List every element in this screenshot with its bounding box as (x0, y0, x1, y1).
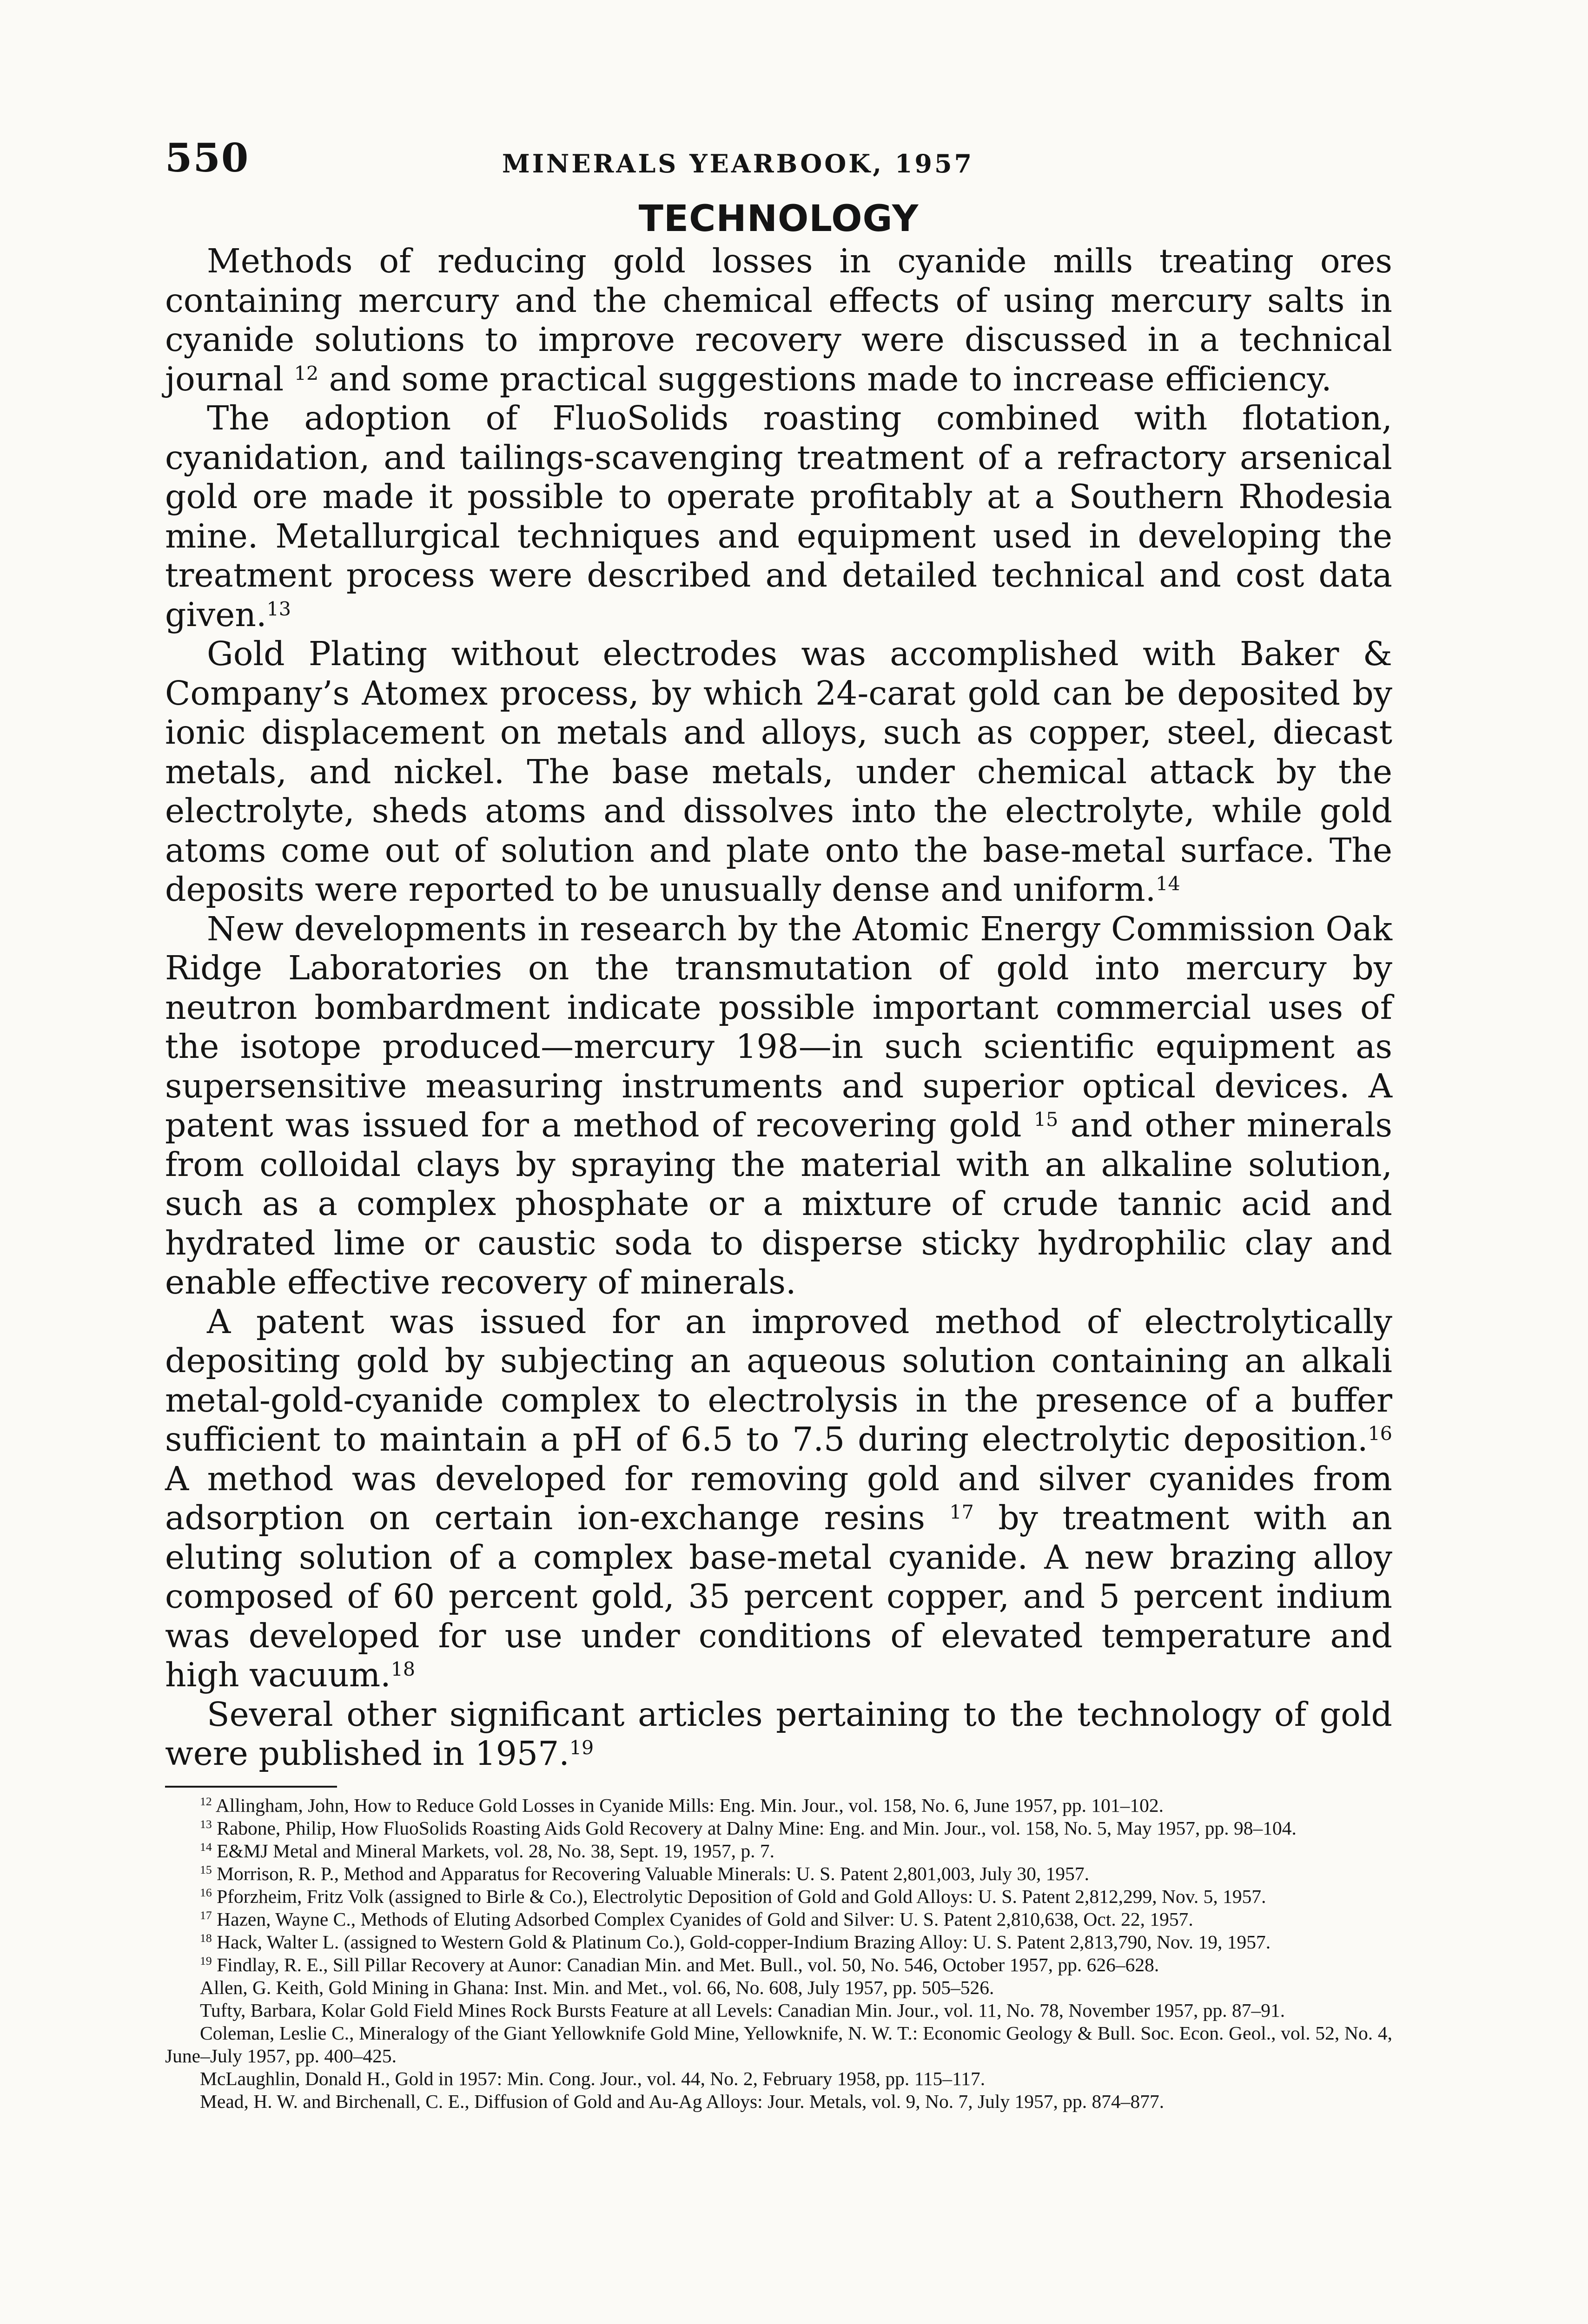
footnote-ref: 14 (1156, 872, 1180, 895)
running-title: MINERALS YEARBOOK, 1957 (502, 149, 974, 178)
footnote-number: 18 (200, 1931, 212, 1945)
footnote: Tufty, Barbara, Kolar Gold Field Mines Rock Bursts Feature at all Levels: Canadian Min. Jour., vol. 11, No. 78, November 1957, pp. 87–91. (200, 1999, 1285, 2021)
footnote-ref: 17 (949, 1501, 974, 1524)
footnote: Mead, H. W. and Birchenall, C. E., Diffusion of Gold and Au-Ag Alloys: Jour. Metals, vol. 9, No. 7, July 1957, pp. 874–877. (200, 2090, 1165, 2112)
footnote: $^{12}$ Allingham, John, How to Reduce Gold Losses in Cyanide Mills: Eng. Min. Jour., vol. 158, No. 6, June 1957, pp. 101–102. (200, 1794, 1164, 1816)
footnote-number: 16 (200, 1885, 212, 1899)
paragraph: The adoption of FluoSolids roasting combined with flotation, cyanidation, and tailings-scavenging treatment of a refractory arsenical gold ore made it possible to operate profitably at a Southern Rhodesia mine. Metallurgical techniques and equipment used in developing the treatment process were described and detailed technical and cost data given.$^{13}$ (165, 399, 1392, 634)
paragraph: Methods of reducing gold losses in cyanide mills treating ores containing mercury and the chemical effects of using mercury salts in cyanide solutions to improve recovery were discussed in a technical journal $^{12}$ and some practical suggestions made to increase efficiency. (165, 242, 1392, 398)
footnote: Coleman, Leslie C., Mineralogy of the Giant Yellowknife Gold Mine, Yellowknife, N. W. T.: Economic Geology & Bull. Soc. Econ. Geol., vol. 52, No. 4, June–July 1957, pp. 400–425. (165, 2022, 1392, 2067)
footnotes (165, 1794, 1392, 2113)
footnote-number: 19 (200, 1954, 212, 1967)
footnote: $^{14}$ E&MJ Metal and Mineral Markets, vol. 28, No. 38, Sept. 19, 1957, p. 7. (200, 1840, 775, 1862)
paragraph: Gold Plating without electrodes was accomplished with Baker & Company’s Atomex process, by which 24-carat gold can be deposited by ionic displacement on metals and alloys, such as copper, steel, diecast metals, and nickel. The base metals, under chemical attack by the electrolyte, sheds atoms and dissolves into the electrolyte, while gold atoms come out of solution and plate onto the base-metal surface. The deposits were reported to be unusually dense and uniform.$^{14}$ (165, 634, 1392, 909)
body-text (165, 242, 1392, 1774)
footnote-number: 12 (200, 1794, 212, 1808)
footnote: $^{19}$ Findlay, R. E., Sill Pillar Recovery at Aunor: Canadian Min. and Met. Bull., vol. 50, No. 546, October 1957, pp. 626–628. (200, 1954, 1159, 1975)
footnote: Allen, G. Keith, Gold Mining in Ghana: Inst. Min. and Met., vol. 66, No. 608, July 1957, pp. 505–526. (200, 1976, 994, 1998)
footnote-divider (165, 1786, 337, 1788)
footnote-ref: 12 (294, 362, 319, 384)
footnote: $^{13}$ Rabone, Philip, How FluoSolids Roasting Aids Gold Recovery at Dalny Mine: Eng. and Min. Jour., vol. 158, No. 5, May 1957, pp. 98–104. (200, 1817, 1297, 1839)
footnote-number: 17 (200, 1908, 212, 1922)
paragraph: Several other significant articles pertaining to the technology of gold were published in 1957.19 (165, 1695, 1392, 1773)
footnote-ref: 19 (569, 1736, 594, 1759)
footnote-number: 15 (200, 1862, 212, 1876)
paragraph: A patent was issued for an improved method of electrolytically depositing gold by subjecting an aqueous solution containing an alkali metal-gold-cyanide complex to electrolysis in the presence of a buffer sufficient to maintain a pH of 6.5 to 7.5 during electrolytic deposition.$^{16}$ A method was developed for removing gold and silver cyanides from adsorption on certain ion-exchange resins $^{17}$ by treatment with an eluting solution of a complex base-metal cyanide. A new brazing alloy composed of 60 percent gold, 35 percent copper, and 5 percent indium was developed for use under conditions of elevated temperature and high vacuum.$^{18}$ (165, 1302, 1393, 1694)
footnote-ref: 16 (1368, 1422, 1392, 1445)
footnote-number: 14 (200, 1840, 212, 1854)
footnote-ref: 18 (390, 1658, 416, 1681)
footnote: $^{18}$ Hack, Walter L. (assigned to Western Gold & Platinum Co.), Gold-copper-Indium Brazing Alloy: U. S. Patent 2,813,790, Nov. 19, 1957. (200, 1931, 1271, 1953)
footnote: McLaughlin, Donald H., Gold in 1957: Min. Cong. Jour., vol. 44, No. 2, February 1958, pp. 115–117. (200, 2067, 986, 2089)
document-page (165, 135, 1392, 2113)
section-heading: TECHNOLOGY (638, 198, 919, 240)
page-number: 550 (165, 135, 250, 181)
footnote: $^{15}$ Morrison, R. P., Method and Apparatus for Recovering Valuable Minerals: U. S. Patent 2,801,003, July 30, 1957. (200, 1862, 1090, 1884)
footnote: $^{17}$ Hazen, Wayne C., Methods of Eluting Adsorbed Complex Cyanides of Gold and Silver: U. S. Patent 2,810,638, Oct. 22, 1957. (200, 1908, 1193, 1930)
page-header (165, 135, 1392, 186)
footnote-number: 13 (200, 1817, 212, 1831)
footnote-ref: 15 (1033, 1108, 1059, 1131)
footnote: $^{16}$ Pforzheim, Fritz Volk (assigned to Birle & Co.), Electrolytic Deposition of Gold and Gold Alloys: U. S. Patent 2,812,299, Nov. 5, 1957. (200, 1885, 1266, 1907)
paragraph: New developments in research by the Atomic Energy Commission Oak Ridge Laboratories on the transmutation of gold into mercury by neutron bombardment indicate possible important commercial uses of the isotope produced—mercury 198—in such scientific equipment as supersensitive measuring instruments and superior optical devices. A patent was issued for a method of recovering gold $^{15}$ and other minerals from colloidal clays by spraying the material with an alkaline solution, such as a complex phosphate or a mixture of crude tannic acid and hydrated lime or caustic soda to disperse sticky hydrophilic clay and enable effective recovery of minerals. (165, 909, 1392, 1301)
footnote-ref: 13 (266, 597, 291, 620)
